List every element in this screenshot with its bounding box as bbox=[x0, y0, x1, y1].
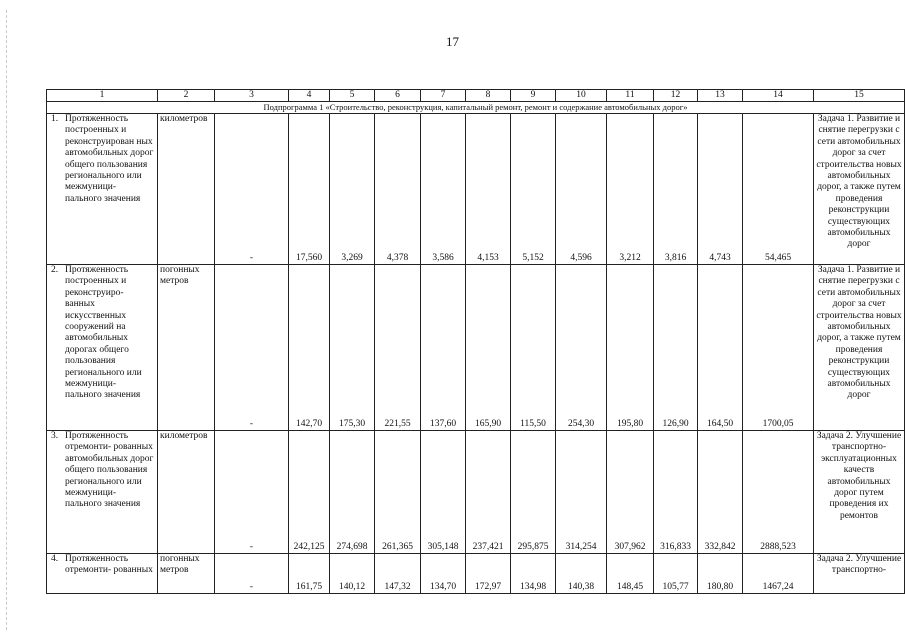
column-number-cell: 7 bbox=[421, 90, 466, 102]
indicator-text: Протяженность отремонти- рованных автомобильных дорог общего пользования регионального или межмуници- пального значения bbox=[65, 431, 154, 510]
value-cell: 261,365 bbox=[375, 431, 421, 554]
value-cell: 161,75 bbox=[289, 554, 330, 594]
column-number-cell: 15 bbox=[814, 90, 905, 102]
value-cell: 5,152 bbox=[511, 114, 556, 265]
column-number-cell: 8 bbox=[466, 90, 511, 102]
base-value-cell: - bbox=[215, 554, 289, 594]
value-cell: 237,421 bbox=[466, 431, 511, 554]
value-cell: 3,212 bbox=[607, 114, 654, 265]
value-cell: 164,50 bbox=[698, 265, 743, 431]
value-cell: 2888,523 bbox=[743, 431, 814, 554]
table-body bbox=[47, 90, 905, 594]
unit-cell: погонных метров bbox=[158, 554, 215, 594]
value-cell: 172,97 bbox=[466, 554, 511, 594]
subprogram-row bbox=[47, 102, 905, 114]
value-cell: 175,30 bbox=[330, 265, 375, 431]
value-cell: 195,80 bbox=[607, 265, 654, 431]
column-number-cell: 13 bbox=[698, 90, 743, 102]
base-value-cell: - bbox=[215, 431, 289, 554]
column-number-cell: 3 bbox=[215, 90, 289, 102]
indicator-cell bbox=[47, 265, 158, 431]
indicator-text: Протяженность построенных и реконструирован ных автомобильных дорог общего пользования регионального или межмуници- пального значения bbox=[65, 114, 154, 204]
table-row bbox=[47, 265, 905, 431]
page-number: 17 bbox=[446, 34, 459, 49]
indicator-cell bbox=[47, 431, 158, 554]
column-number-cell: 5 bbox=[330, 90, 375, 102]
indicators-table bbox=[46, 89, 905, 594]
column-number-cell: 12 bbox=[654, 90, 698, 102]
table-row bbox=[47, 431, 905, 554]
task-cell: Задача 1. Развитие и снятие перегрузки с сети автомобильных дорог за счет строительства новых автомобильных дорог, а также путем проведения реконструкции существующих автомобильных дорог bbox=[814, 114, 905, 265]
margin-guide bbox=[6, 10, 7, 630]
task-cell: Задача 1. Развитие и снятие перегрузки с сети автомобильных дорог за счет строительства новых автомобильных дорог, а также путем проведения реконструкции существующих автомобильных дорог bbox=[814, 265, 905, 431]
column-number-cell: 14 bbox=[743, 90, 814, 102]
value-cell: 4,153 bbox=[466, 114, 511, 265]
column-number-cell: 10 bbox=[556, 90, 607, 102]
value-cell: 221,55 bbox=[375, 265, 421, 431]
value-cell: 3,269 bbox=[330, 114, 375, 265]
value-cell: 180,80 bbox=[698, 554, 743, 594]
value-cell: 274,698 bbox=[330, 431, 375, 554]
value-cell: 4,596 bbox=[556, 114, 607, 265]
value-cell: 314,254 bbox=[556, 431, 607, 554]
column-number-cell: 6 bbox=[375, 90, 421, 102]
value-cell: 134,98 bbox=[511, 554, 556, 594]
value-cell: 3,586 bbox=[421, 114, 466, 265]
column-number-cell: 9 bbox=[511, 90, 556, 102]
value-cell: 254,30 bbox=[556, 265, 607, 431]
indicator-cell bbox=[47, 114, 158, 265]
table-row bbox=[47, 554, 905, 594]
value-cell: 147,32 bbox=[375, 554, 421, 594]
indicator-text: Протяженность построенных и реконструиро- ванных искусственных сооружений на автомобильных дорогах общего пользования регионального или межмуници- пального значения bbox=[65, 265, 142, 401]
row-index: 2. bbox=[51, 265, 59, 275]
value-cell: 17,560 bbox=[289, 114, 330, 265]
value-cell: 305,148 bbox=[421, 431, 466, 554]
column-number-cell: 2 bbox=[158, 90, 215, 102]
column-number-cell: 1 bbox=[47, 90, 158, 102]
base-value-cell: - bbox=[215, 114, 289, 265]
indicator-cell bbox=[47, 554, 158, 594]
table-row bbox=[47, 114, 905, 265]
value-cell: 1700,05 bbox=[743, 265, 814, 431]
value-cell: 134,70 bbox=[421, 554, 466, 594]
value-cell: 1467,24 bbox=[743, 554, 814, 594]
value-cell: 295,875 bbox=[511, 431, 556, 554]
row-index: 3. bbox=[51, 431, 59, 441]
value-cell: 105,77 bbox=[654, 554, 698, 594]
value-cell: 115,50 bbox=[511, 265, 556, 431]
task-cell: Задача 2. Улучшение транспортно- bbox=[814, 554, 905, 594]
base-value-cell: - bbox=[215, 265, 289, 431]
value-cell: 4,743 bbox=[698, 114, 743, 265]
value-cell: 242,125 bbox=[289, 431, 330, 554]
value-cell: 316,833 bbox=[654, 431, 698, 554]
value-cell: 165,90 bbox=[466, 265, 511, 431]
column-number-row bbox=[47, 90, 905, 102]
value-cell: 140,12 bbox=[330, 554, 375, 594]
task-cell: Задача 2. Улучшение транспортно- эксплуатационных качеств автомобильных дорог путем проведения их ремонтов bbox=[814, 431, 905, 554]
row-index: 4. bbox=[51, 554, 59, 564]
value-cell: 332,842 bbox=[698, 431, 743, 554]
subprogram-title: Подпрограмма 1 «Строительство, реконструкция, капитальный ремонт, ремонт и содержание автомобильных дорог» bbox=[47, 102, 905, 114]
value-cell: 4,378 bbox=[375, 114, 421, 265]
row-index: 1. bbox=[51, 114, 59, 124]
value-cell: 142,70 bbox=[289, 265, 330, 431]
value-cell: 126,90 bbox=[654, 265, 698, 431]
indicator-text: Протяженность отремонти- рованных bbox=[65, 554, 153, 576]
unit-cell: погонных метров bbox=[158, 265, 215, 431]
value-cell: 307,962 bbox=[607, 431, 654, 554]
value-cell: 148,45 bbox=[607, 554, 654, 594]
value-cell: 140,38 bbox=[556, 554, 607, 594]
value-cell: 137,60 bbox=[421, 265, 466, 431]
unit-cell: километров bbox=[158, 431, 215, 554]
column-number-cell: 4 bbox=[289, 90, 330, 102]
value-cell: 54,465 bbox=[743, 114, 814, 265]
unit-cell: километров bbox=[158, 114, 215, 265]
column-number-cell: 11 bbox=[607, 90, 654, 102]
value-cell: 3,816 bbox=[654, 114, 698, 265]
